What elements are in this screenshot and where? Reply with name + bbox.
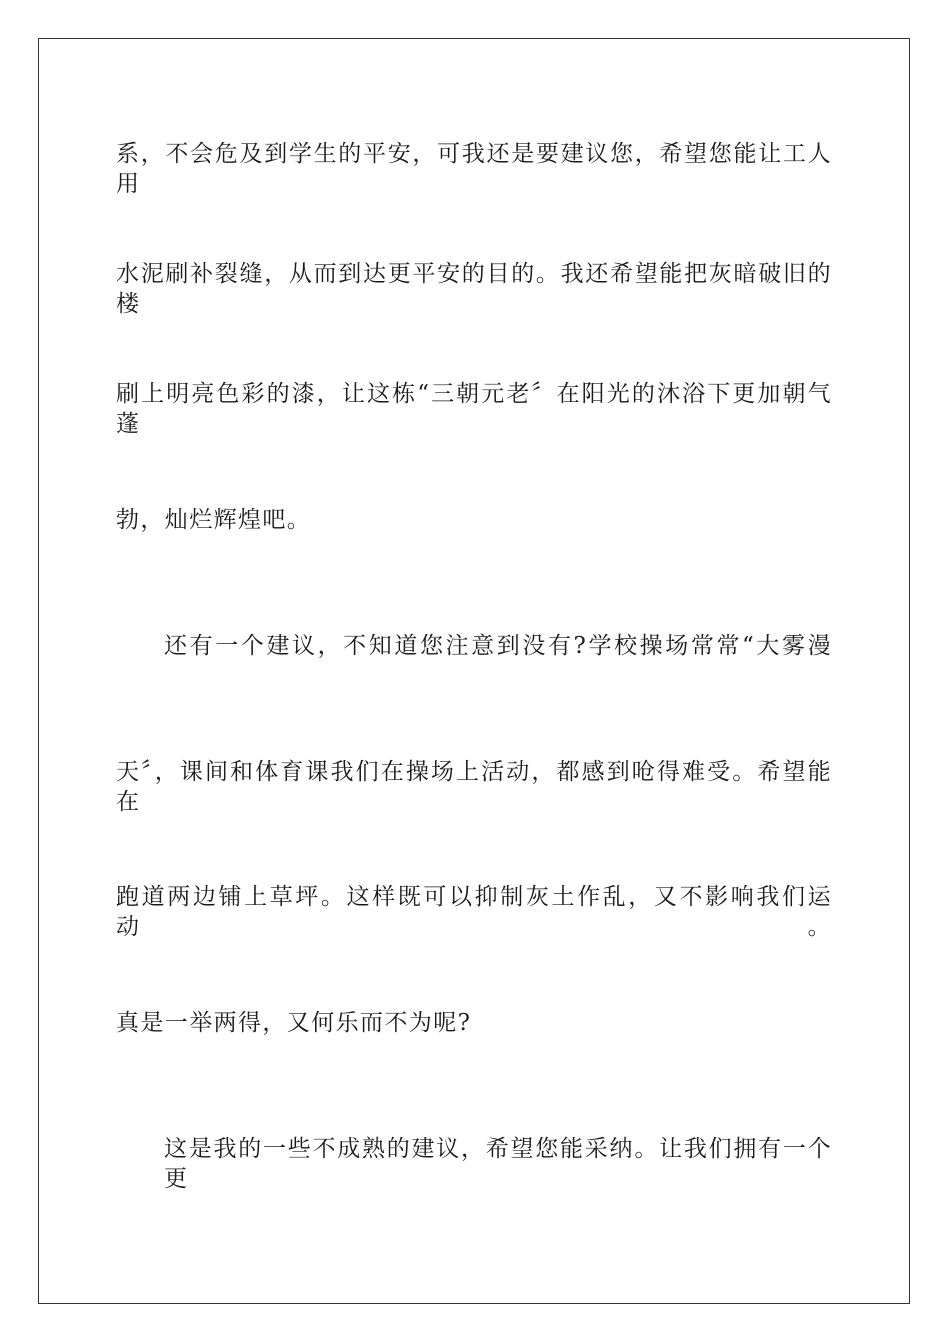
paragraph-line: 这是我的一些不成熟的建议，希望您能采纳。让我们拥有一个更	[164, 1136, 832, 1192]
paragraph-line: 刷上明亮色彩的漆，让这栋“三朝元老〞在阳光的沐浴下更加朝气蓬	[116, 381, 832, 437]
paragraph-line: 系，不会危及到学生的平安，可我还是要建议您，希望您能让工人用	[116, 141, 832, 197]
paragraph-line: 勃，灿烂辉煌吧。	[116, 507, 312, 533]
page-border	[38, 38, 910, 1304]
paragraph-line: 还有一个建议，不知道您注意到没有?学校操场常常“大雾漫	[164, 633, 832, 659]
paragraph-line: 跑道两边铺上草坪。这样既可以抑制灰土作乱，又不影响我们运动。	[116, 884, 832, 940]
paragraph-line: 天〞，课间和体育课我们在操场上活动，都感到呛得难受。希望能在	[116, 759, 832, 815]
paragraph-line: 水泥刷补裂缝，从而到达更平安的目的。我还希望能把灰暗破旧的楼	[116, 261, 832, 317]
paragraph-line: 真是一举两得，又何乐而不为呢?	[116, 1010, 472, 1036]
